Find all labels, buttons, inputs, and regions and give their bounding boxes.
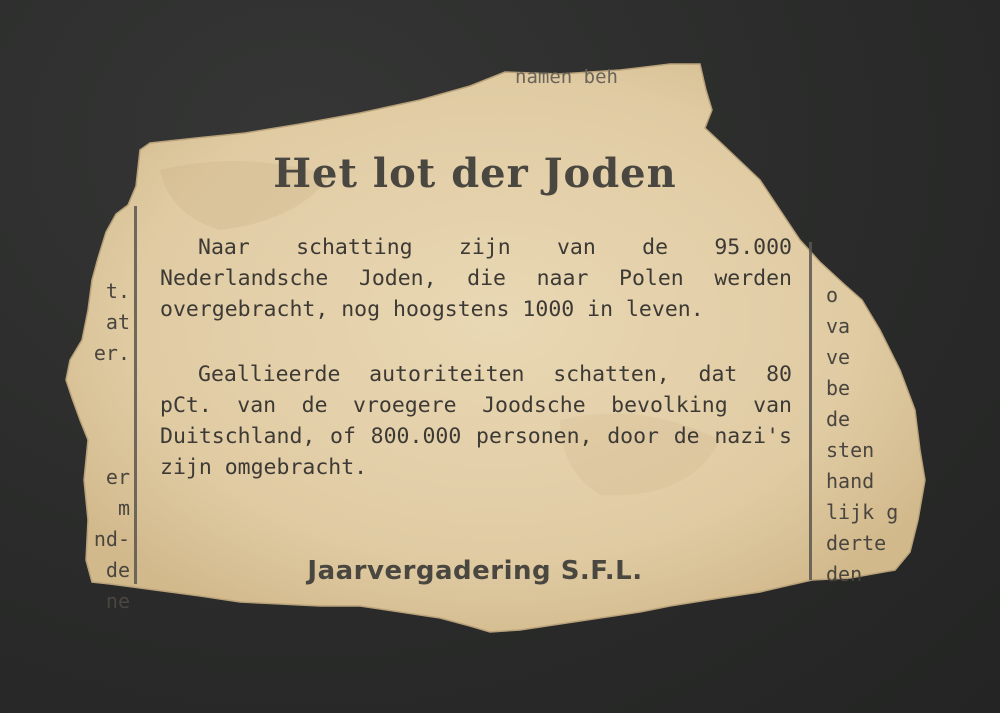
right-fragment-line: be: [826, 376, 851, 400]
right-fragment-line: va: [826, 314, 851, 338]
right-fragment-line: ve: [826, 345, 851, 369]
left-fragment-gap: [84, 369, 130, 462]
left-column-rule: [134, 206, 137, 584]
right-column-rule: [809, 242, 812, 580]
article-headline: Het lot der Joden: [273, 150, 677, 197]
right-column-fragments: [826, 280, 926, 590]
left-fragment-line: m: [117, 496, 130, 520]
right-fragment-line: o: [826, 283, 839, 307]
right-fragment-line: den: [826, 562, 863, 586]
left-fragment-line: nd-: [93, 527, 130, 551]
torn-top-text-fragment: namen beh: [515, 66, 618, 88]
left-fragment-line: er.: [93, 341, 130, 365]
article-paragraph-2: Geallieerde autoriteiten schatten, dat 80 pCt. van de vroegere Joodsche bevolking van Duitschland, of 800.000 personen, door de nazi's zijn omgebracht.: [160, 362, 792, 480]
right-fragment-line: sten: [826, 438, 875, 462]
right-fragment-line: de: [826, 407, 851, 431]
left-fragment-line: at: [105, 310, 130, 334]
right-fragment-line: derte: [826, 531, 887, 555]
left-fragment-line: t.: [105, 279, 130, 303]
next-article-subheading: Jaarvergadering S.F.L.: [307, 556, 643, 586]
article-paragraph-1: Naar schatting zijn van de 95.000 Nederlandsche Joden, die naar Polen werden overgebracht, nog hoogstens 1000 in leven.: [160, 235, 792, 322]
right-fragment-line: hand: [826, 469, 875, 493]
left-fragment-line: de: [105, 558, 130, 582]
left-fragment-line: ne: [105, 589, 130, 613]
right-fragment-line: lijk g: [826, 500, 899, 524]
left-column-fragments: [84, 276, 130, 617]
left-fragment-line: er: [105, 465, 130, 489]
